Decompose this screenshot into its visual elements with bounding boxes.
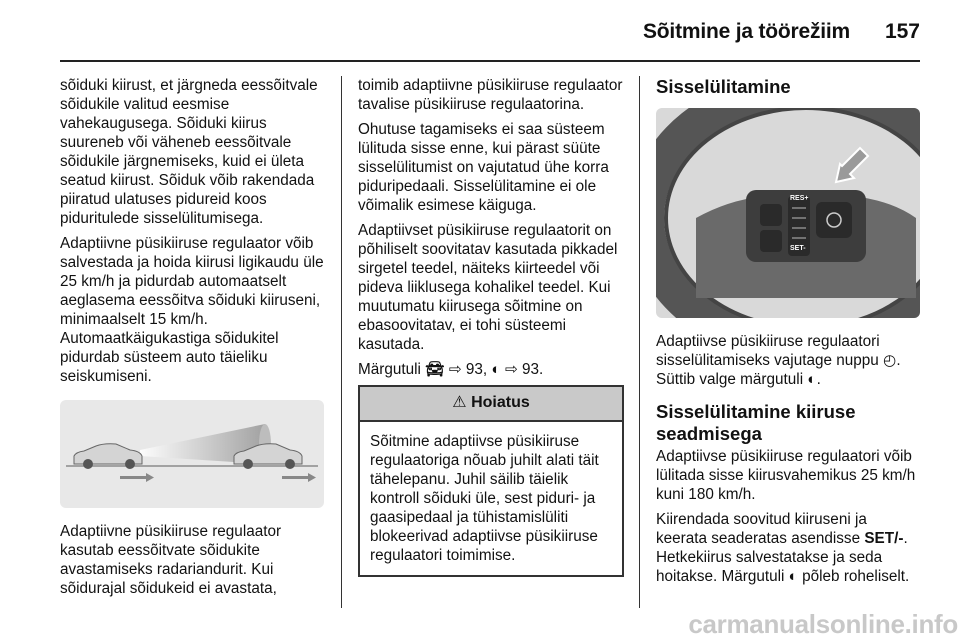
column-divider [639, 76, 640, 608]
column-1 [60, 76, 326, 604]
cruise-control-icon: ◐ [788, 568, 798, 585]
car-indicator-icon: 🚘︎ [425, 361, 445, 378]
header-rule [60, 60, 920, 62]
reference-arrow-icon: ⇨ [448, 361, 462, 378]
arrow-right-icon [282, 473, 316, 482]
warning-text: Sõitmine adaptiivse püsikiiruse regulaatoriga nõuab juhilt alati täit tähelepanu. Juhil säilib täielik kontroll sõiduki üle, sest piduri- ja gaasipedaal ja tühistamislüliti blokeerivad adaptiivse püsikiiruse regulaatori toimimise. [370, 433, 599, 564]
car-icon [74, 444, 142, 469]
watermark: carmanualsonline.info [688, 609, 958, 639]
cross-reference: Märgutuli 🚘︎ ⇨ 93, ◐ ⇨ 93. [358, 361, 544, 378]
acc-radar-figure [60, 400, 324, 508]
warning-icon: ⚠ [452, 394, 467, 411]
paragraph: Adaptiivne püsikiiruse regulaator kasutab eessõitvate sõidukite avastamiseks radariandurit. Kui sõidurajal sõidukeid ei avastata, [60, 523, 282, 597]
warning-header: ⚠ Hoiatus [360, 387, 622, 422]
column-divider [341, 76, 342, 608]
page-number: 157 [884, 20, 920, 43]
column-2 [358, 76, 624, 577]
steering-wheel-illustration [656, 108, 920, 318]
warning-box [358, 385, 624, 577]
cruise-control-icon: ◐ [491, 361, 501, 378]
paragraph: sõiduki kiirust, et järgneda eessõitvale sõidukile valitud eesmise vahekaugusega. Sõiduki kiirus suureneb või väheneb eessõitvale sõidukile järgnemiseks, kuid ei ületa seatud kiirust. Sõiduk võib rakendada piiratud ulatuses pidureid koos piduritulede sisselülitumisega. [60, 77, 318, 227]
paragraph: Kiirendada soovitud kiiruseni ja keerata seaderatas asendisse SET/-. Hetkekiirus salvestatakse ja seda hoitakse. Märgutuli ◐ põleb roheliselt. [656, 511, 910, 585]
reference-arrow-icon: ⇨ [504, 361, 518, 378]
cruise-control-icon: ◐ [807, 371, 817, 388]
acc-radar-illustration [60, 400, 324, 508]
paragraph: Adaptiivse püsikiiruse regulaatori võib lülitada sisse kiirusvahemikus 25 km/h kuni 180 km/h. [656, 448, 916, 503]
paragraph: toimib adaptiivne püsikiiruse regulaator tavalise püsikiiruse regulaatorina. [358, 77, 623, 113]
section-heading: Sisselülitamine [656, 76, 791, 97]
paragraph: Ohutuse tagamiseks ei saa süsteem lülituda sisse enne, kui pärast süüte sisselülitumist on vajutatud ühe korra piduripedaali. Sisselülitamine ei ole võimalik esimese käiguga. [358, 121, 609, 214]
paragraph: Adaptiivset püsikiiruse regulaatorit on põhiliselt soovitatav kasutada pikkadel sirgetel teedel, näiteks kiirteedel või pideva liiklusega kohalikel teedel. Kui muutumatu kiirusega sõitmine on ebasoovitatav, ei tohi süsteemi kasutada. [358, 222, 618, 353]
set-label: SET- [790, 245, 806, 252]
paragraph: Adaptiivne püsikiiruse regulaator võib salvestada ja hoida kiirusi ligikaudu üle 25 km/h ja pidurdab automaatselt aeglasema eessõitva sõiduki kiiruseni, minimaalselt 15 km/h. Automaatkäigukastiga sõidukitel pidurdab süsteem auto täieliku seiskumiseni. [60, 235, 324, 385]
section-heading: Sisselülitamine kiiruse seadmisega [656, 401, 856, 444]
acc-button-icon: ◴ [883, 352, 897, 369]
paragraph: Adaptiivse püsikiiruse regulaatori sisselülitamiseks vajutage nuppu ◴. Süttib valge märgutuli ◐. [656, 333, 901, 388]
column-3 [656, 76, 922, 592]
res-label: RES+ [790, 195, 809, 202]
steering-wheel-figure [656, 108, 920, 318]
page-header-title: Sõitmine ja töörežiim [643, 20, 850, 43]
arrow-right-icon [120, 473, 154, 482]
